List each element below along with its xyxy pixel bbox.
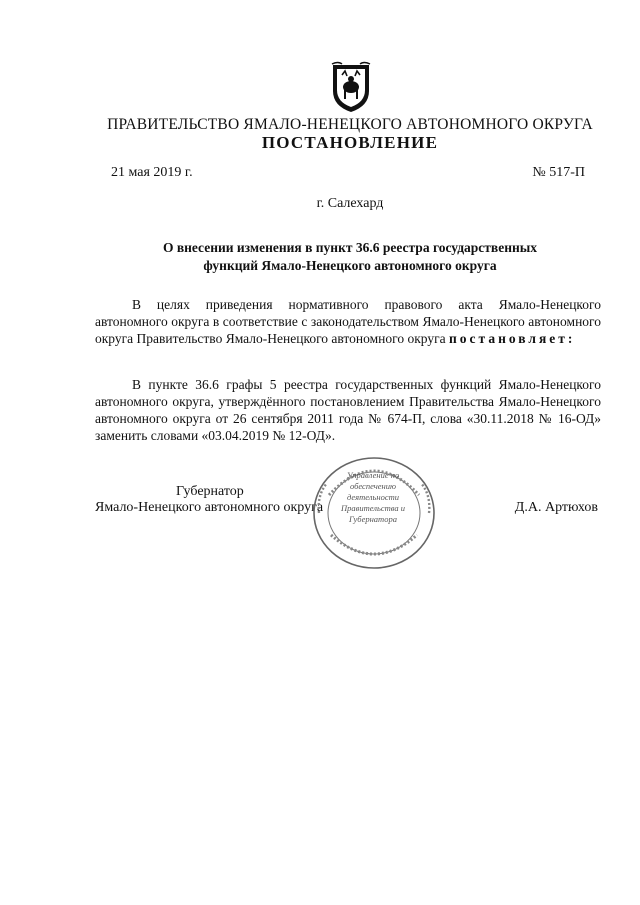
document-number: № 517-П — [532, 165, 585, 180]
coat-of-arms-icon — [328, 61, 374, 113]
document-city: г. Салехард — [316, 196, 384, 211]
subject-line-2: функций Ямало-Ненецкого автономного округа — [203, 258, 497, 273]
government-name: ПРАВИТЕЛЬСТВО ЯМАЛО-НЕНЕЦКОГО АВТОНОМНОГО ОКРУГА — [107, 116, 593, 133]
stamp-inner-text: Управление по обеспечению деятельности Правительства и Губернатора — [340, 470, 406, 524]
document-date: 21 мая 2019 г. — [111, 165, 193, 180]
signatory-name: Д.А. Артюхов — [514, 500, 598, 515]
subject-line-1: О внесении изменения в пункт 36.6 реестра государственных — [162, 240, 538, 255]
document-type: ПОСТАНОВЛЕНИЕ — [261, 133, 439, 152]
paragraph-1-text: В целях приведения нормативного правового акта Ямало-Ненецкого автономного округа в соответствие с законодательством Ямало-Ненецкого автономного округа Правительство Ямало-Ненецкого автономного округа — [95, 297, 601, 346]
body-paragraph-1 — [95, 296, 601, 347]
resolves-word: постановляет: — [449, 331, 576, 346]
signatory-organization: Ямало-Ненецкого автономного округа — [95, 500, 324, 515]
signatory-title: Губернатор — [176, 484, 244, 499]
body-paragraph-2: В пункте 36.6 графы 5 реестра государственных функций Ямало-Ненецкого автономного округа, утверждённого постановлением Правительства Ямало-Ненецкого автономного округа от 26 сентября 2011 года № 674-П, слова «30.11.2018 № 16-ОД» заменить словами «03.04.2019 № 12-ОД». — [95, 377, 601, 443]
document-subject — [150, 239, 550, 275]
